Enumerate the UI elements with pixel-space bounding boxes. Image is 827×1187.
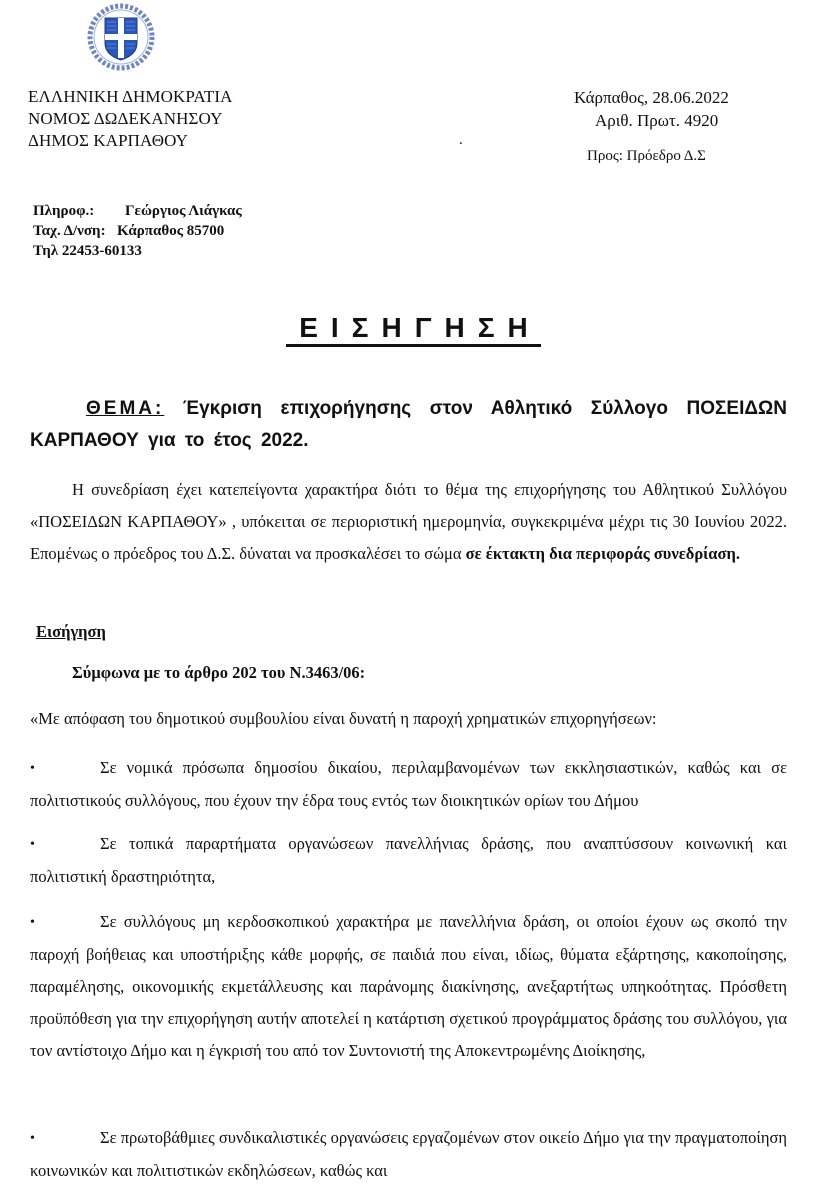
contact-person-value: Γεώργιος Λιάγκας [125, 203, 242, 219]
bullet-item [30, 828, 787, 893]
phone-row: Τηλ 22453-60133 [33, 243, 142, 259]
document-title-text: ΕΙΣΗΓΗΣΗ [286, 312, 541, 347]
address-row [33, 221, 242, 241]
bullet-text: Σε νομικά πρόσωπα δημοσίου δικαίου, περιλαμβανομένων των εκκλησιαστικών, καθώς και σε πολιτιστικούς συλλόγους, που έχουν την έδρα τους εντός των διοικητικών ορίων του Δήμου [30, 758, 787, 810]
subject-text: Έγκριση επιχορήγησης στον Αθλητικό Σύλλογο ΠΟΣΕΙΔΩΝ ΚΑΡΠΑΘΟΥ για το έτος 2022. [30, 398, 787, 451]
bullet-text: Σε πρωτοβάθμιες συνδικαλιστικές οργανώσεις εργαζομένων στον οικείο Δήμο για την πραγματοποίηση κοινωνικών και πολιτιστικών εκδηλώσεων, καθώς και [30, 1128, 787, 1180]
bullet-icon: • [30, 761, 35, 776]
separator-dot: . [459, 132, 463, 148]
contact-person-label: Πληροφ.: [33, 203, 95, 219]
subject-label: ΘΕΜΑ: [86, 398, 165, 419]
bullet-text: Σε συλλόγους μη κερδοσκοπικού χαρακτήρα με πανελλήνια δράση, οι οποίοι έχουν ως σκοπό την παροχή βοήθειας και υποστήριξης κάθε μορφής, σε παιδιά που είναι, ιδίως, θύματα εξάρτησης, κακοποίησης, παραμέλησης, οικονομικής εκμετάλλευσης και παράνομης διακίνησης, ανεξαρτήτως υπηκοότητας. Πρόσθετη προϋπόθεση για την επιχορήγηση αυτήν αποτελεί η κατάρτιση σχετικού προγράμματος δράσης του συλλόγου, για τον αντίστοιχο Δήμο και η έγκρισή του από τον Συντονιστή της Αποκεντρωμένης Διοίκησης, [30, 912, 787, 1060]
intro-paragraph [30, 474, 787, 570]
law-reference: Σύμφωνα με το άρθρο 202 του Ν.3463/06: [72, 663, 366, 682]
address-label: Ταχ. Δ/νση: [33, 223, 106, 239]
document-title [0, 312, 827, 347]
recipient: Προς: Πρόεδρο Δ.Σ [587, 148, 706, 164]
issuer-block [28, 86, 233, 152]
place-date: Κάρπαθος, 28.06.2022 [574, 88, 729, 107]
contact-info [33, 201, 242, 261]
bullet-item [30, 1122, 787, 1187]
bullet-item [30, 906, 787, 1067]
issuer-country: ΕΛΛΗΝΙΚΗ ΔΗΜΟΚΡΑΤΙΑ [28, 87, 233, 106]
intro-text: Η συνεδρίαση έχει κατεπείγοντα χαρακτήρα διότι το θέμα της επιχορήγησης του Αθλητικού Συλλόγου «ΠΟΣΕΙΔΩΝ ΚΑΡΠΑΘΟΥ» , υπόκειται σε περιοριστική ημερομηνία, συγκεκριμένα μέχρι τις 30 Ιουνίου 2022. Επομένως ο πρόεδρος του Δ.Σ. δύναται να προσκαλέσει το σώμα [30, 480, 787, 563]
address-value: Κάρπαθος 85700 [117, 223, 225, 239]
contact-person-row [33, 201, 242, 221]
bullet-text: Σε τοπικά παραρτήματα οργανώσεων πανελλήνιας δράσης, που αναπτύσσουν κοινωνική και πολιτιστική δραστηριότητα, [30, 834, 787, 886]
issuer-prefecture: ΝΟΜΟΣ ΔΩΔΕΚΑΝΗΣΟΥ [28, 109, 223, 128]
bullet-icon: • [30, 837, 35, 852]
greek-coat-of-arms-emblem [87, 3, 155, 71]
intro-bold-text: σε έκτακτη δια περιφοράς συνεδρίαση. [465, 544, 740, 563]
bullet-item [30, 752, 787, 817]
bullet-icon: • [30, 915, 35, 930]
coat-of-arms-icon [87, 3, 155, 71]
subject [30, 393, 787, 457]
quote-intro: «Με απόφαση του δημοτικού συμβουλίου είναι δυνατή η παροχή χρηματικών επιχορηγήσεων: [30, 709, 657, 728]
section-heading: Εισήγηση [36, 622, 106, 641]
bullet-icon: • [30, 1131, 35, 1146]
issuer-municipality: ΔΗΜΟΣ ΚΑΡΠΑΘΟΥ [28, 131, 188, 150]
protocol-number: Αριθ. Πρωτ. 4920 [595, 111, 719, 130]
